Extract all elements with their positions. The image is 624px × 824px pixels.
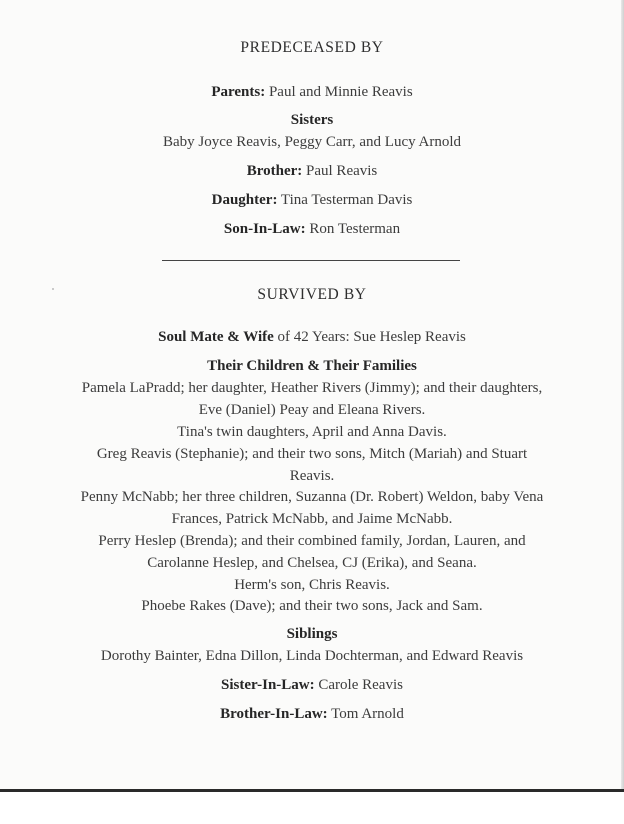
children-line: Herm's son, Chris Reavis. xyxy=(234,577,390,593)
children-line: Reavis. xyxy=(289,468,335,484)
children-line: Phoebe Rakes (Dave); and their two sons, Jack and Sam. xyxy=(141,598,483,614)
children-line: Eve (Daniel) Peay and Eleana Rivers. xyxy=(198,402,426,418)
children-line: Frances, Patrick McNabb, and Jaime McNabb. xyxy=(171,511,453,527)
parents-label: Parents: xyxy=(211,84,266,100)
section-divider xyxy=(162,260,460,261)
survived-heading: SURVIVED BY xyxy=(257,286,367,303)
brother-value: Paul Reavis xyxy=(302,163,378,179)
daughter-label: Daughter: xyxy=(211,192,278,208)
children-line: Greg Reavis (Stephanie); and their two sons, Mitch (Mariah) and Stuart xyxy=(96,446,528,462)
soninlaw-line xyxy=(0,221,624,238)
brother-label: Brother: xyxy=(246,163,303,179)
sisters-label: Sisters xyxy=(290,112,334,128)
parents-value: Paul and Minnie Reavis xyxy=(265,84,413,100)
brotherinlaw-value: Tom Arnold xyxy=(327,706,404,722)
page-bottom-edge xyxy=(0,789,624,792)
children-line: Perry Heslep (Brenda); and their combined family, Jordan, Lauren, and xyxy=(98,533,526,549)
sisterinlaw-line xyxy=(0,677,624,694)
soninlaw-value: Ron Testerman xyxy=(305,221,401,237)
children-line: Pamela LaPradd; her daughter, Heather Rivers (Jimmy); and their daughters, xyxy=(81,380,543,396)
children-line: Tina's twin daughters, April and Anna Davis. xyxy=(177,424,447,440)
brotherinlaw-label: Brother-In-Law: xyxy=(220,706,328,722)
sisterinlaw-label: Sister-In-Law: xyxy=(221,677,315,693)
children-label: Their Children & Their Families xyxy=(207,358,417,374)
brotherinlaw-line xyxy=(0,706,624,723)
daughter-value: Tina Testerman Davis xyxy=(277,192,413,208)
siblings-value: Dorothy Bainter, Edna Dillon, Linda Dochterman, and Edward Reavis xyxy=(100,648,524,664)
soulmate-label: Soul Mate & Wife xyxy=(158,329,274,345)
daughter-line xyxy=(0,192,624,209)
children-line: Penny McNabb; her three children, Suzanna (Dr. Robert) Weldon, baby Vena xyxy=(80,489,544,505)
soulmate-line xyxy=(0,329,624,346)
sisters-value: Baby Joyce Reavis, Peggy Carr, and Lucy Arnold xyxy=(162,134,462,150)
predeceased-heading: PREDECEASED BY xyxy=(240,39,384,56)
siblings-label: Siblings xyxy=(286,626,338,642)
children-line: Carolanne Heslep, and Chelsea, CJ (Erika), and Seana. xyxy=(147,555,477,571)
sisterinlaw-value: Carole Reavis xyxy=(314,677,403,693)
soninlaw-label: Son-In-Law: xyxy=(223,221,306,237)
soulmate-value: of 42 Years: Sue Heslep Reavis xyxy=(273,329,466,345)
brother-line xyxy=(0,163,624,180)
parents-line xyxy=(0,84,624,101)
